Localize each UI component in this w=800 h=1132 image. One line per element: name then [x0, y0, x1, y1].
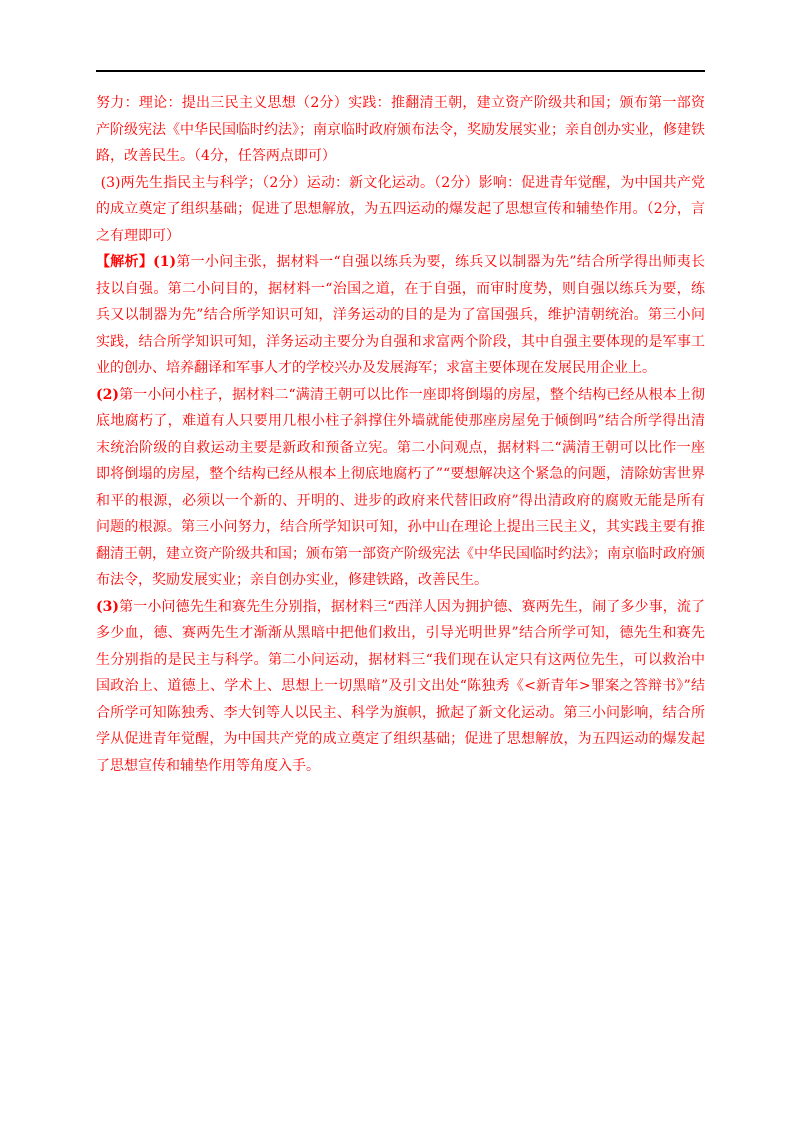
- answer-q3: (3)两先生指民主与科学；（2分）运动：新文化运动。（2分）影响：促进青年觉醒，为中国共产党的成立奠定了组织基础；促进了思想解放，为五四运动的爆发起了思想宣传和辅垫作用。（2分，言之有理即可）: [96, 174, 705, 244]
- header-rule: [96, 70, 705, 72]
- analysis-p1-number: (1): [153, 254, 177, 270]
- analysis-paragraph-3: [96, 594, 705, 780]
- analysis-paragraph-2: [96, 382, 705, 594]
- analysis-label: 【解析】: [96, 254, 154, 270]
- analysis-p1-text: 第一小问主张，据材料一“自强以练兵为要，练兵又以制器为先”结合所学得出师夷长技以自强。第二小问目的，据材料一“治国之道，在于自强，而审时度势，则自强以练兵为要，练兵又以制器为先”结合所学知识可知，洋务运动的目的是为了富国强兵，维护清朝统治。第三小问实践，结合所学知识可知，洋务运动主要分为自强和求富两个阶段，其中自强主要体现的是军事工业的创办、培养翻译和军事人才的学校兴办及发展海军；求富主要体现在发展民用企业上。: [96, 254, 706, 376]
- analysis-p3-text: 第一小问德先生和赛先生分别指，据材料三“西洋人因为拥护德、赛两先生，闹了多少事，流了多少血，德、赛两先生才渐渐从黑暗中把他们救出，引导光明世界”结合所学可知，德先生和赛先生分别指的是民主与科学。第二小问运动，据材料三“我们现在认定只有这两位先生，可以救治中国政治上、道德上、学术上、思想上一切黑暗”及引文出处“陈独秀《<新青年>罪案之答辩书》”结合所学可知陈独秀、李大钊等人以民主、科学为旗帜，掀起了新文化运动。第三小问影响，结合所学从促进青年觉醒，为中国共产党的成立奠定了组织基础；促进了思想解放，为五四运动的爆发起了思想宣传和辅垫作用等角度入手。: [96, 598, 705, 774]
- answer-q2-effort: 努力：理论：提出三民主义思想（2分）实践：推翻清王朝，建立资产阶级共和国；颁布第一部资产阶级宪法《中华民国临时约法》；南京临时政府颁布法令，奖励发展实业；亲自创办实业，修建铁路，改善民生。（4分，任答两点即可）: [96, 95, 705, 164]
- analysis-p2-number: (2): [96, 386, 119, 403]
- analysis-p3-number: (3): [96, 598, 119, 615]
- analysis-paragraph-1: [96, 249, 705, 382]
- document-body: [96, 90, 705, 779]
- analysis-p2-text: 第一小问小柱子，据材料二“满清王朝可以比作一座即将倒塌的房屋，整个结构已经从根本上彻底地腐朽了，难道有人只要用几根小柱子斜撑住外墙就能使那座房屋免于倾倒吗”结合所学得出清末统治阶级的自救运动主要是新政和预备立宪。第二小问观点，据材料二“满清王朝可以比作一座即将倒塌的房屋，整个结构已经从根本上彻底地腐朽了”“要想解决这个紧急的问题，清除妨害世界和平的根源，必须以一个新的、开明的、进步的政府来代替旧政府”得出清政府的腐败无能是所有问题的根源。第三小问努力，结合所学知识可知，孙中山在理论上提出三民主义，其实践主要有推翻清王朝，建立资产阶级共和国；颁布第一部资产阶级宪法《中华民国临时约法》；南京临时政府颁布法令，奖励发展实业；亲自创办实业，修建铁路，改善民生。: [96, 386, 705, 588]
